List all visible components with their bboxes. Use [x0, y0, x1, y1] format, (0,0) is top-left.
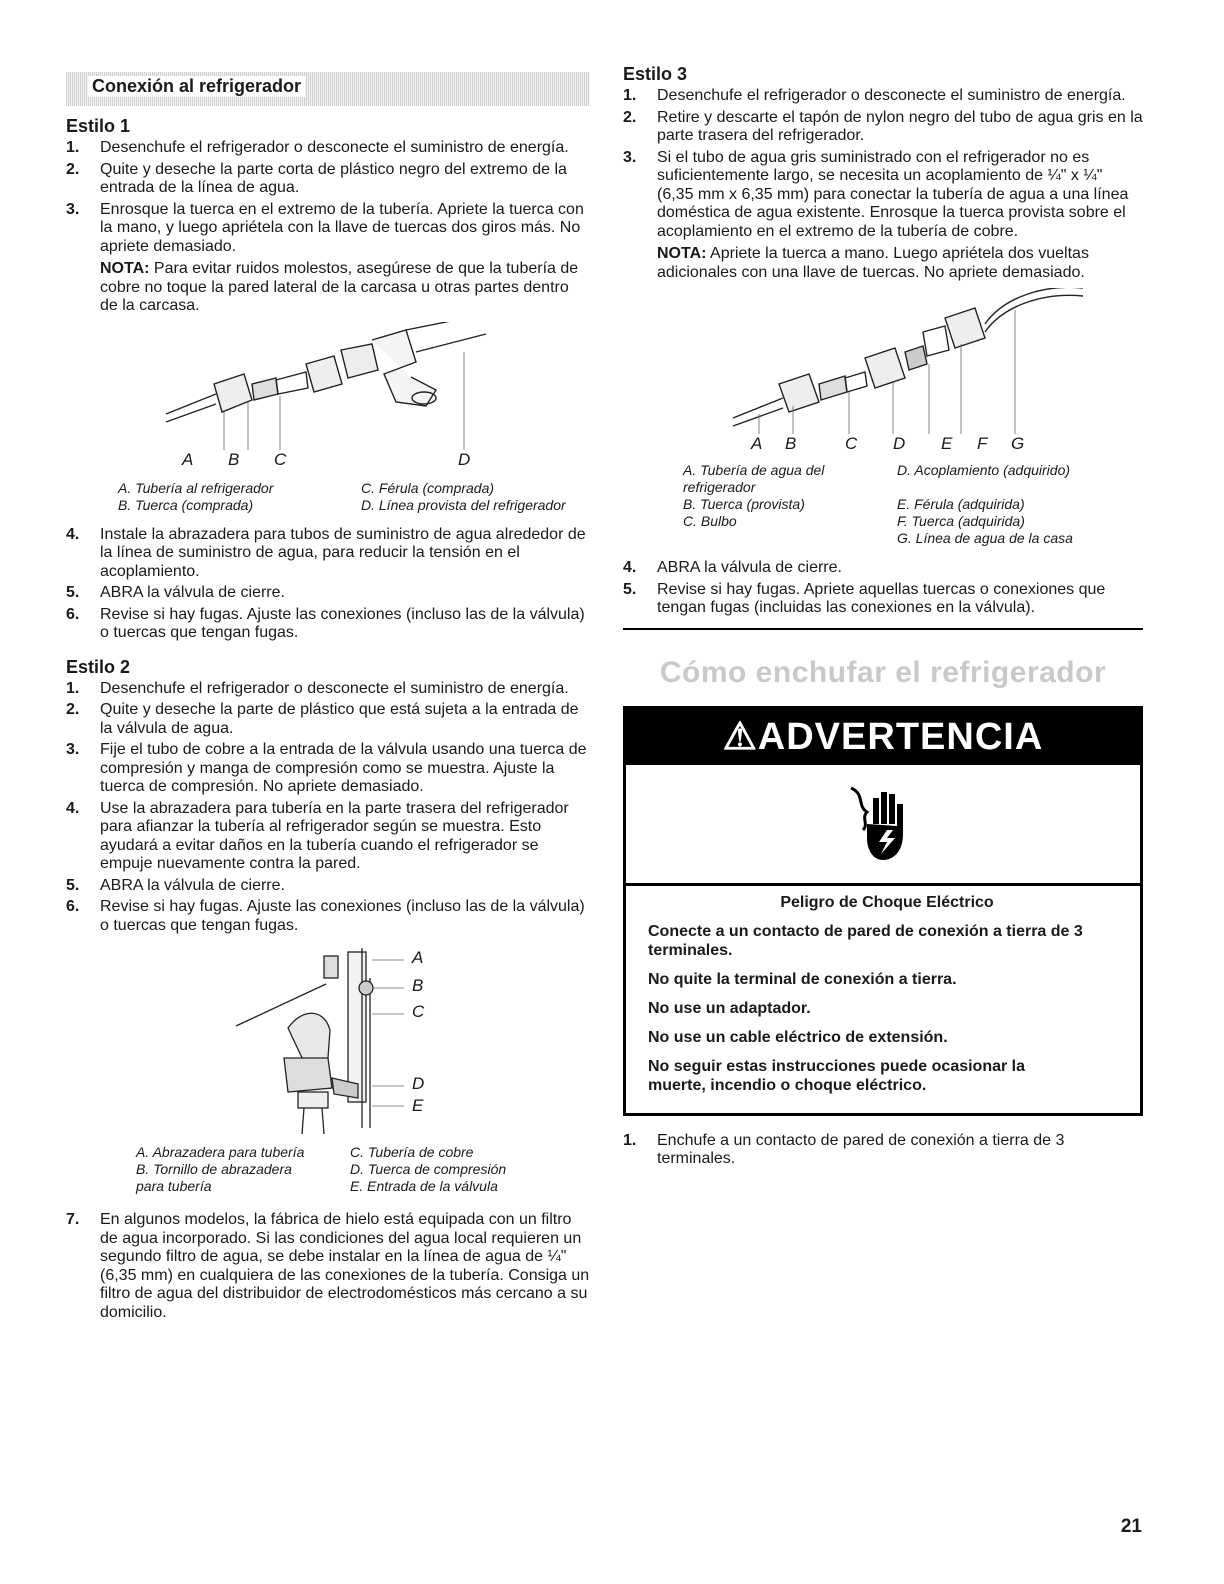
fig-label-a: A — [182, 449, 194, 469]
list-item: 5. ABRA la válvula de cierre. — [66, 584, 285, 601]
section-divider — [66, 100, 590, 106]
fig-label-d: D — [893, 434, 906, 453]
left-column — [66, 60, 590, 1325]
fig-label-c: C — [845, 434, 858, 453]
fig-label-a: A — [751, 434, 763, 453]
fig-label-b: B — [228, 449, 240, 469]
hazard-title: Peligro de Choque Eléctrico — [780, 893, 994, 911]
list-item: 3. Si el tubo de agua gris suministrado con el refrigerador no es suficientemente largo, se necesita un acoplamiento de ¼" x ¼" (6,35 mm x 6,35 mm) para conectar la tubería de agua a una línea doméstica de agua existente. Enrosque la tuerca provista sobre el acoplamiento en el extremo de la tubería de cobre. — [623, 148, 1129, 240]
right-column — [623, 64, 1143, 1172]
list-item: 1. Desenchufe el refrigerador o desconecte el suministro de energía. — [623, 87, 1126, 104]
warning-line: No seguir estas instrucciones puede ocasionar la muerte, incendio o choque eléctrico. — [648, 1057, 1026, 1094]
warning-body — [626, 886, 1140, 1113]
estilo1-title: Estilo 1 — [66, 116, 131, 136]
list-item: 1. Enchufe a un contacto de pared de conexión a tierra de 3 terminales. — [623, 1131, 1065, 1167]
fig-label-b: B — [785, 434, 797, 453]
estilo3-note: NOTA: Apriete la tuerca a mano. Luego apriétela dos vueltas adicionales con una llave de tuercas. No apriete demasiado. — [657, 245, 1089, 281]
list-item: 4. Use la abrazadera para tubería en la parte trasera del refrigerador para afianzar la tubería al refrigerador según se muestra. Esto ayudará a evitar daños en la tubería cuando el refrigerador se empuje nuevamente contra la pared. — [66, 799, 569, 872]
list-item: 1. Desenchufe el refrigerador o desconecte el suministro de energía. — [66, 679, 569, 697]
fig-label-d: D — [458, 449, 471, 469]
estilo2-steps-continued — [66, 1211, 590, 1322]
list-item: 6. Revise si hay fugas. Ajuste las conexiones (incluso las de la válvula) o tuercas que tengan fugas. — [66, 605, 585, 641]
list-item: 2. Quite y deseche la parte corta de plástico negro del extremo de la entrada de la línea de agua. — [66, 160, 567, 196]
estilo1-steps-continued — [66, 526, 590, 643]
fig-label-c: C — [274, 449, 287, 469]
warning-header — [626, 709, 1140, 765]
plug-steps — [623, 1132, 1143, 1169]
list-item: 4. Instale la abrazadera para tubos de suministro de agua alrededor de la línea de suministro de agua, para reducir la tensión en el acoplamiento. — [66, 525, 586, 580]
section-header — [66, 72, 590, 100]
fig-label-f: F — [977, 434, 988, 453]
estilo3-captions: A. Tubería de agua del refrigerador D. Acoplamiento (adquirido) B. Tuerca (provista) E. Férula (adquirida) C. Bulbo F. Tuerca (adquirida) G. Línea de agua de la casa — [683, 462, 1073, 546]
estilo3-figure — [623, 288, 1143, 456]
fig-label-e: E — [412, 1096, 424, 1115]
warning-line: No quite la terminal de conexión a tierra. — [648, 970, 957, 988]
warning-line: Conecte a un contacto de pared de conexión a tierra de 3 terminales. — [648, 922, 1083, 959]
tube-connection-illustration — [66, 322, 590, 452]
estilo3-title: Estilo 3 — [623, 64, 688, 84]
warning-triangle-icon: ⚠ — [722, 715, 758, 758]
list-item: 4. ABRA la válvula de cierre. — [623, 559, 842, 576]
electric-shock-hand-icon — [626, 765, 1140, 886]
warning-box — [623, 706, 1143, 1116]
list-item: 2. Quite y deseche la parte de plástico que está sujeta a la entrada de la válvula de agua. — [66, 701, 579, 737]
fig-label-b: B — [412, 976, 424, 995]
list-item: 2. Retire y descarte el tapón de nylon negro del tubo de agua gris en la parte trasera del refrigerador. — [623, 108, 1143, 144]
warning-line: No use un adaptador. — [648, 999, 811, 1017]
estilo2-figure — [66, 938, 590, 1138]
warning-title: ADVERTENCIA — [757, 715, 1044, 758]
list-item: 3. Enrosque la tuerca en el extremo de la tubería. Apriete la tuerca con la mano, y luego apriétela con la llave de tuercas dos giros más. No apriete demasiado. — [66, 200, 584, 255]
fig-label-a: A — [412, 948, 424, 967]
estilo2-captions: A. Abrazadera para tubería C. Tubería de cobre B. Tornillo de abrazadera para tubería D. Tuerca de compresión E. Entrada de la válvula — [136, 1144, 507, 1194]
fig-label-c: C — [412, 1002, 425, 1021]
list-item: 1. Desenchufe el refrigerador o desconecte el suministro de energía. — [66, 139, 569, 156]
list-item: 5. ABRA la válvula de cierre. — [66, 876, 285, 894]
fig-label-e: E — [941, 434, 953, 453]
divider — [623, 628, 1143, 630]
estilo3-steps — [623, 87, 1143, 241]
page-number: 21 — [1120, 1516, 1142, 1537]
fig-label-g: G — [1011, 434, 1025, 453]
list-item: 6. Revise si hay fugas. Ajuste las conexiones (incluso las de la válvula) o tuercas que tengan fugas. — [66, 898, 585, 934]
list-item: 3. Fije el tubo de cobre a la entrada de la válvula usando una tuerca de compresión y manga de compresión como se muestra. Ajuste la tuerca de compresión. No apriete demasiado. — [66, 741, 587, 795]
section-title: Conexión al refrigerador — [88, 76, 305, 97]
warning-line: No use un cable eléctrico de extensión. — [648, 1028, 948, 1046]
estilo1-figure — [66, 322, 590, 474]
estilo1-steps — [66, 139, 590, 256]
coupling-illustration — [623, 288, 1143, 436]
estilo1-note: NOTA: Para evitar ruidos molestos, asegúrese de que la tubería de cobre no toque la pared lateral de la carcasa u otras partes dentro de la carcasa. — [100, 260, 579, 314]
list-item: 7. En algunos modelos, la fábrica de hielo está equipada con un filtro de agua incorporado. Si las condiciones del agua local requieren un segundo filtro de agua, se debe instalar en la línea de agua de ¼" (6,35 mm) en cualquiera de las conexiones de la tubería. Consiga un filtro de agua del distribuidor de electrodomésticos más cercano a su domicilio. — [66, 1211, 590, 1321]
valve-clamp-illustration — [66, 938, 590, 1138]
estilo2-steps — [66, 680, 590, 936]
howto-title: Cómo enchufar el refrigerador — [659, 655, 1107, 689]
estilo2-title: Estilo 2 — [66, 656, 131, 677]
fig-label-d: D — [412, 1074, 425, 1093]
estilo3-steps-continued — [623, 559, 1143, 618]
list-item: 5. Revise si hay fugas. Apriete aquellas tuercas o conexiones que tengan fugas (incluidas las conexiones en la válvula). — [623, 580, 1106, 616]
estilo1-captions: A. Tubería al refrigerador C. Férula (comprada) B. Tuerca (comprada) D. Línea provista del refrigerador — [118, 479, 566, 513]
